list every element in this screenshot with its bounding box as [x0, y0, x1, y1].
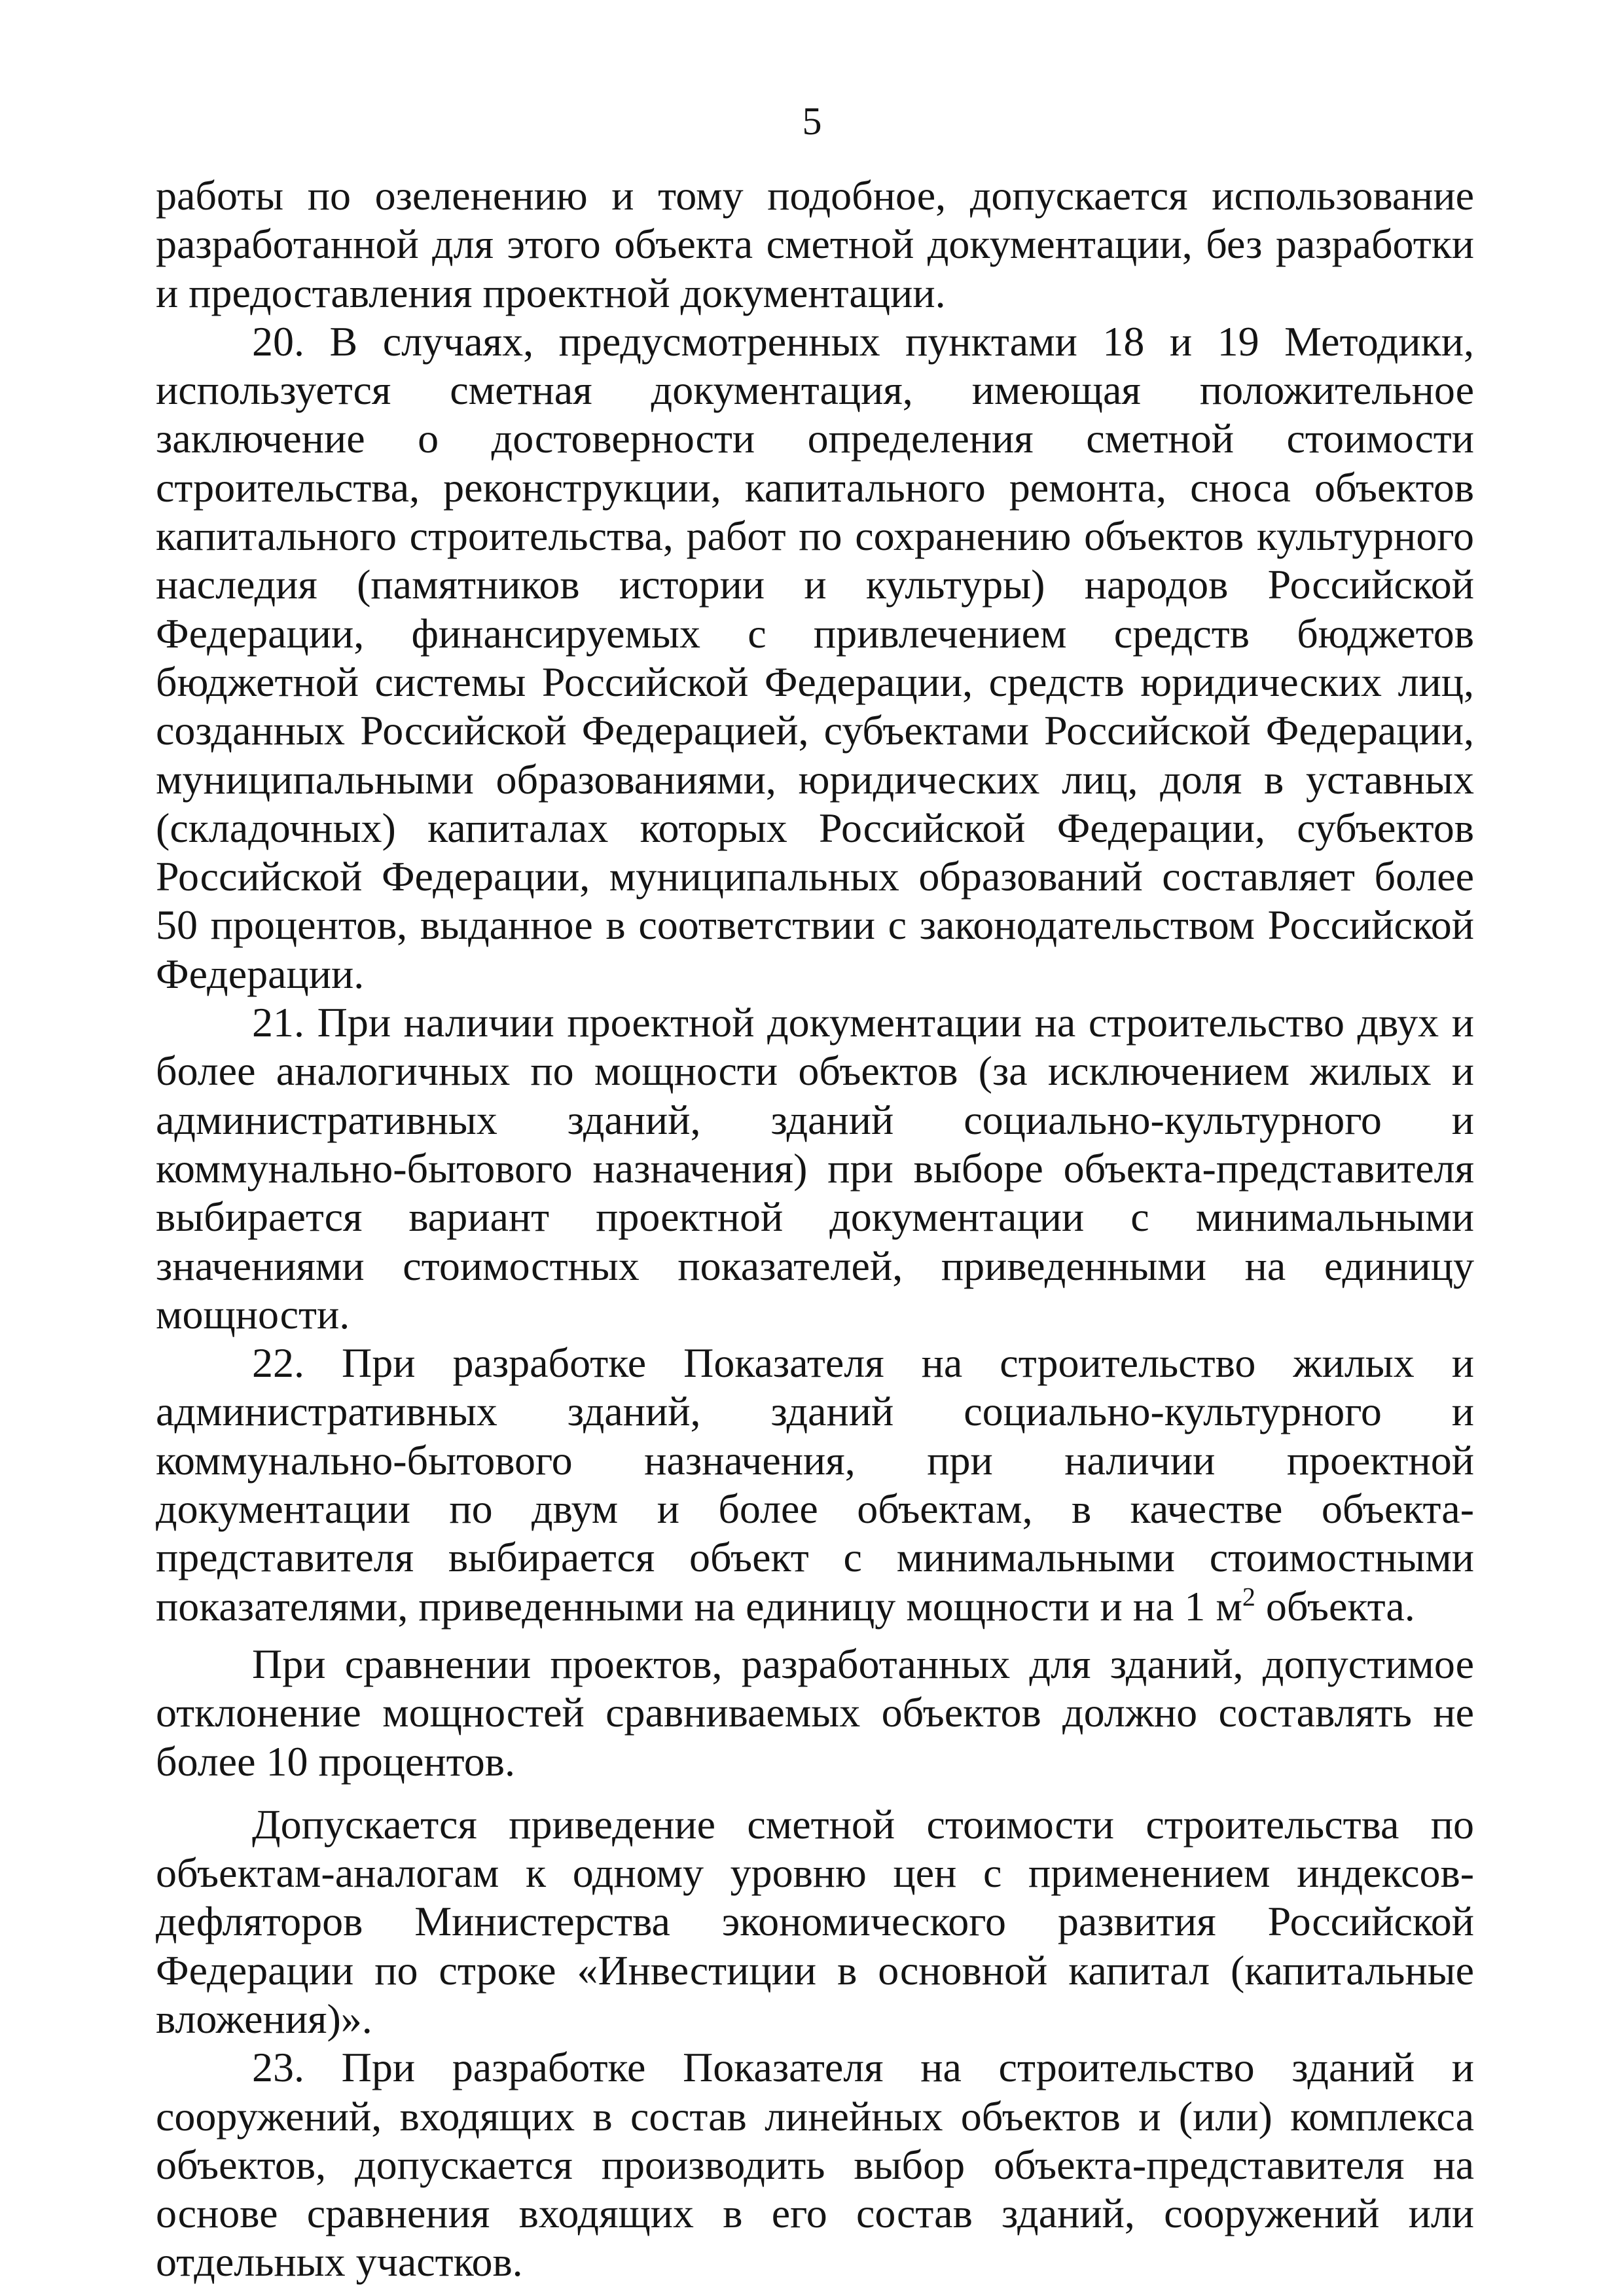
paragraph-item-22 — [156, 1339, 1474, 1631]
paragraph-item-22-text: 22. При разработке Показателя на строительство жилых и административных зданий, зданий социально-культурного и коммунально-бытового назначения, при наличии проектной документации по двум и более объектам, в качестве объекта-представителя выбирается объект с минимальными стоимостными показателями, приведенными на единицу мощности и на 1 м — [156, 1339, 1474, 1630]
square-meter-superscript: 2 — [1242, 1582, 1255, 1612]
document-body — [156, 172, 1474, 2287]
paragraph-item-20: 20. В случаях, предусмотренных пунктами 18 и 19 Методики, используется сметная документация, имеющая положительное заключение о достоверности определения сметной стоимости строительства, реконструкции, капитального ремонта, сноса объектов капитального строительства, работ по сохранению объектов культурного наследия (памятников истории и культуры) народов Российской Федерации, финансируемых с привлечением средств бюджетов бюджетной системы Российской Федерации, средств юридических лиц, созданных Российской Федерацией, субъектами Российской Федерации, муниципальными образованиями, юридических лиц, доля в уставных (складочных) капиталах которых Российской Федерации, субъектов Российской Федерации, муниципальных образований составляет более 50 процентов, выданное в соответствии с законодательством Российской Федерации. — [156, 318, 1474, 997]
paragraph-item-22-ending: объекта. — [1255, 1582, 1415, 1630]
paragraph-item-23: 23. При разработке Показателя на строительство зданий и сооружений, входящих в состав линейных объектов и (или) комплекса объектов, допускается производить выбор объекта-представителя на основе сравнения входящих в его состав зданий, сооружений или отдельных участков. — [156, 2044, 1474, 2286]
paragraph-item-21: 21. При наличии проектной документации на строительство двух и более аналогичных по мощности объектов (за исключением жилых и административных зданий, зданий социально-культурного и коммунально-бытового назначения) при выборе объекта-представителя выбирается вариант проектной документации с минимальными значениями стоимостных показателей, приведенными на единицу мощности. — [156, 999, 1474, 1338]
paragraph-comparison: При сравнении проектов, разработанных для зданий, допустимое отклонение мощностей сравниваемых объектов должно составлять не более 10 процентов. — [156, 1640, 1474, 1785]
page-number: 5 — [802, 100, 822, 143]
paragraph-price-indexation: Допускается приведение сметной стоимости строительства по объектам-аналогам к одному уровню цен с применением индексов-дефляторов Министерства экономического развития Российской Федерации по строке «Инвестиции в основной капитал (капитальные вложения)». — [156, 1800, 1474, 2042]
paragraph-continuation: работы по озеленению и тому подобное, допускается использование разработанной для этого объекта сметной документации, без разработки и предоставления проектной документации. — [156, 172, 1474, 316]
